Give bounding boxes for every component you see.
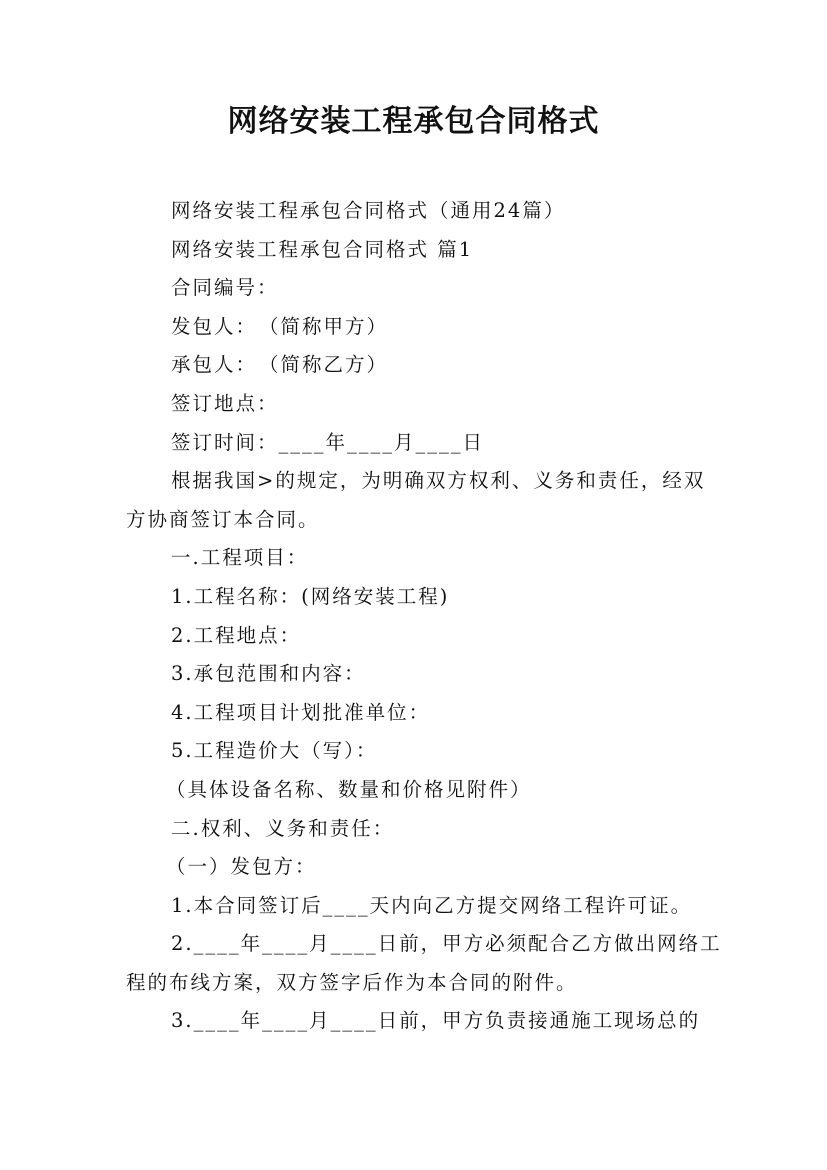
document-title: 网络安装工程承包合同格式 [227,104,600,139]
paragraph-scope: 3.承包范围和内容： [171,662,366,686]
paragraph-contract-number: 合同编号： [171,276,279,300]
paragraph-approval-unit: 4.工程项目计划批准单位： [171,700,431,724]
paragraph-clause-2: 2.____年____月____日前，甲方必须配合乙方做出网络工程的布线方案，双方签字后作为本合同的附件。 [126,932,722,994]
paragraph-equipment-note: （具体设备名称、数量和价格见附件） [166,777,532,801]
paragraph-project-name: 1.工程名称：(网络安装工程) [171,584,450,608]
paragraph-section-one: 一.工程项目： [171,546,309,570]
paragraph-employer: 发包人： （简称甲方） [171,314,389,338]
paragraph-clause-1: 1.本合同签订后____天内向乙方提交网络工程许可证。 [171,893,693,917]
paragraph-section-two: 二.权利、义务和责任： [171,816,395,840]
paragraph-clause-3: 3.____年____月____日前，甲方负责接通施工现场总的 [171,1009,701,1033]
paragraph-subtitle: 网络安装工程承包合同格式（通用24篇） [171,199,566,222]
paragraph-section-heading: 网络安装工程承包合同格式 篇1 [171,237,474,261]
paragraph-contractor: 承包人： （简称乙方） [171,353,389,377]
paragraph-signing-date: 签订时间：____年____月____日 [171,430,485,454]
paragraph-cost: 5.工程造价大（写）： [171,739,378,763]
paragraph-employer-heading: （一）发包方： [166,855,317,879]
paragraph-preamble: 根据我国>的规定，为明确双方权利、义务和责任，经双方协商签订本合同。 [126,469,706,531]
paragraph-project-location: 2.工程地点： [171,623,302,647]
paragraph-signing-place: 签订地点： [171,391,279,415]
document-body [126,192,726,1041]
